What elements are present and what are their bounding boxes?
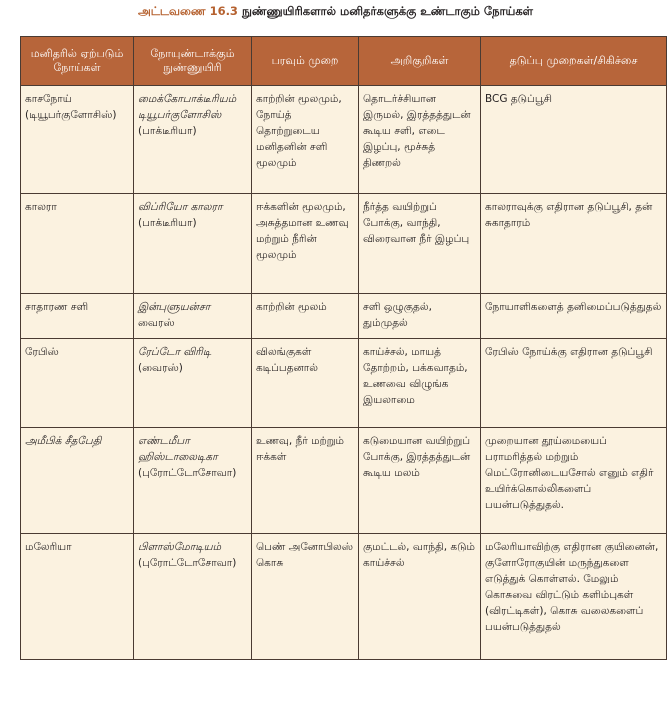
symptoms-cell: கடுமையான வயிற்றுப் போக்கு, இரத்தத்துடன் கூடிய மலம் bbox=[359, 428, 481, 534]
disease-cell: சாதாரண சளி bbox=[21, 294, 134, 339]
transmission-cell: பெண் அனோபிலஸ் கொசு bbox=[252, 534, 359, 660]
prevention-cell: நோயாளிகளைத் தனிமைப்படுத்துதல் bbox=[481, 294, 667, 339]
table-row bbox=[21, 294, 667, 339]
organism-cell bbox=[134, 86, 252, 194]
organism-cell bbox=[134, 428, 252, 534]
prevention-cell: முறையான தூய்மையைப் பராமரித்தல் மற்றும் மெட்ரோனிடையசோல் எனும் எதிர் உயிர்க்கொல்லிகளைப் பயன்படுத்துதல். bbox=[481, 428, 667, 534]
symptoms-cell: தொடர்ச்சியான இருமல், இரத்தத்துடன் கூடிய சளி, எடை இழப்பு, மூச்சுத் திணறல் bbox=[359, 86, 481, 194]
transmission-cell: காற்றின் மூலமும், நோய்த் தொற்றுடைய மனிதனின் சளி மூலமும் bbox=[252, 86, 359, 194]
organism-type: (புரோட்டோசோவா) bbox=[138, 557, 237, 569]
symptoms-cell: சளி ஒழுகுதல், தும்முதல் bbox=[359, 294, 481, 339]
disease-name: அமீபிக் சீதபேதி bbox=[25, 435, 102, 447]
table-row bbox=[21, 86, 667, 194]
organism-type: வைரஸ் bbox=[138, 317, 175, 329]
diseases-table bbox=[20, 36, 667, 660]
transmission-cell: ஈக்களின் மூலமும், அசுத்தமான உணவு மற்றும் நீரின் மூலமும் bbox=[252, 194, 359, 294]
prevention-cell: ரேபிஸ் நோய்க்கு எதிரான தடுப்பூசி bbox=[481, 339, 667, 428]
disease-cell: ரேபிஸ் bbox=[21, 339, 134, 428]
table-header-row bbox=[21, 37, 667, 86]
header-symptoms: அறிகுறிகள் bbox=[359, 37, 481, 86]
header-organism: நோயுண்டாக்கும் நுண்ணுயிரி bbox=[134, 37, 252, 86]
symptoms-cell: காய்ச்சல், மாயத் தோற்றம், பக்கவாதம், உணவை விழுங்க இயலாமை bbox=[359, 339, 481, 428]
transmission-cell: உணவு, நீர் மற்றும் ஈக்கள் bbox=[252, 428, 359, 534]
organism-type: (புரோட்டோசோவா) bbox=[138, 467, 237, 479]
organism-cell bbox=[134, 194, 252, 294]
caption-title: நுண்ணுயிரிகளால் மனிதர்களுக்கு உண்டாகும் நோய்கள் bbox=[241, 4, 534, 18]
prevention-cell: காலராவுக்கு எதிரான தடுப்பூசி, தன் சுகாதாரம் bbox=[481, 194, 667, 294]
disease-cell: காசநோய் (டியூபர்குளோசிஸ்) bbox=[21, 86, 134, 194]
organism-name: இன்புளுயன்சா bbox=[138, 301, 211, 313]
header-transmission: பரவும் முறை bbox=[252, 37, 359, 86]
table-row bbox=[21, 534, 667, 660]
organism-name: விப்ரியோ காலரா bbox=[138, 201, 223, 213]
organism-name: பிளாஸ்மோடியம் bbox=[138, 541, 222, 553]
transmission-cell: காற்றின் மூலம் bbox=[252, 294, 359, 339]
organism-cell bbox=[134, 294, 252, 339]
prevention-cell: மலேரியாவிற்கு எதிரான குயினைன், குளோரோகுயின் மருந்துகளை எடுத்துக் கொள்ளல். மேலும் கொசுவை விரட்டும் களிம்புகள் (விரட்டிகள்), கொசு வலைகளைப் பயன்படுத்துதல் bbox=[481, 534, 667, 660]
disease-cell bbox=[21, 428, 134, 534]
organism-type: (பாக்டீரியா) bbox=[138, 125, 197, 137]
disease-cell: மலேரியா bbox=[21, 534, 134, 660]
caption-label: அட்டவணை 16.3 bbox=[137, 4, 238, 18]
disease-cell: காலரா bbox=[21, 194, 134, 294]
organism-name: எண்டமீபா ஹிஸ்டாலைடிகா bbox=[138, 435, 218, 463]
table-row bbox=[21, 194, 667, 294]
organism-type: (பாக்டீரியா) bbox=[138, 217, 197, 229]
header-prevention: தடுப்பு முறைகள்/சிகிச்சை bbox=[481, 37, 667, 86]
organism-type: (வைரஸ்) bbox=[138, 362, 183, 374]
transmission-cell: விலங்குகள் கடிப்பதனால் bbox=[252, 339, 359, 428]
header-disease: மனிதரில் ஏற்படும் நோய்கள் bbox=[21, 37, 134, 86]
organism-cell bbox=[134, 339, 252, 428]
table-row bbox=[21, 339, 667, 428]
organism-name: ரேப்டோ விரிடி bbox=[138, 346, 212, 358]
table-caption bbox=[0, 4, 671, 20]
symptoms-cell: நீர்த்த வயிற்றுப் போக்கு, வாந்தி, விரைவான நீர் இழப்பு bbox=[359, 194, 481, 294]
symptoms-cell: குமட்டல், வாந்தி, கடும் காய்ச்சல் bbox=[359, 534, 481, 660]
organism-name: மைக்கோபாக்டீரியம் டியூபர்குளோசிஸ் bbox=[138, 93, 237, 121]
prevention-cell: BCG தடுப்பூசி bbox=[481, 86, 667, 194]
table-row bbox=[21, 428, 667, 534]
organism-cell bbox=[134, 534, 252, 660]
